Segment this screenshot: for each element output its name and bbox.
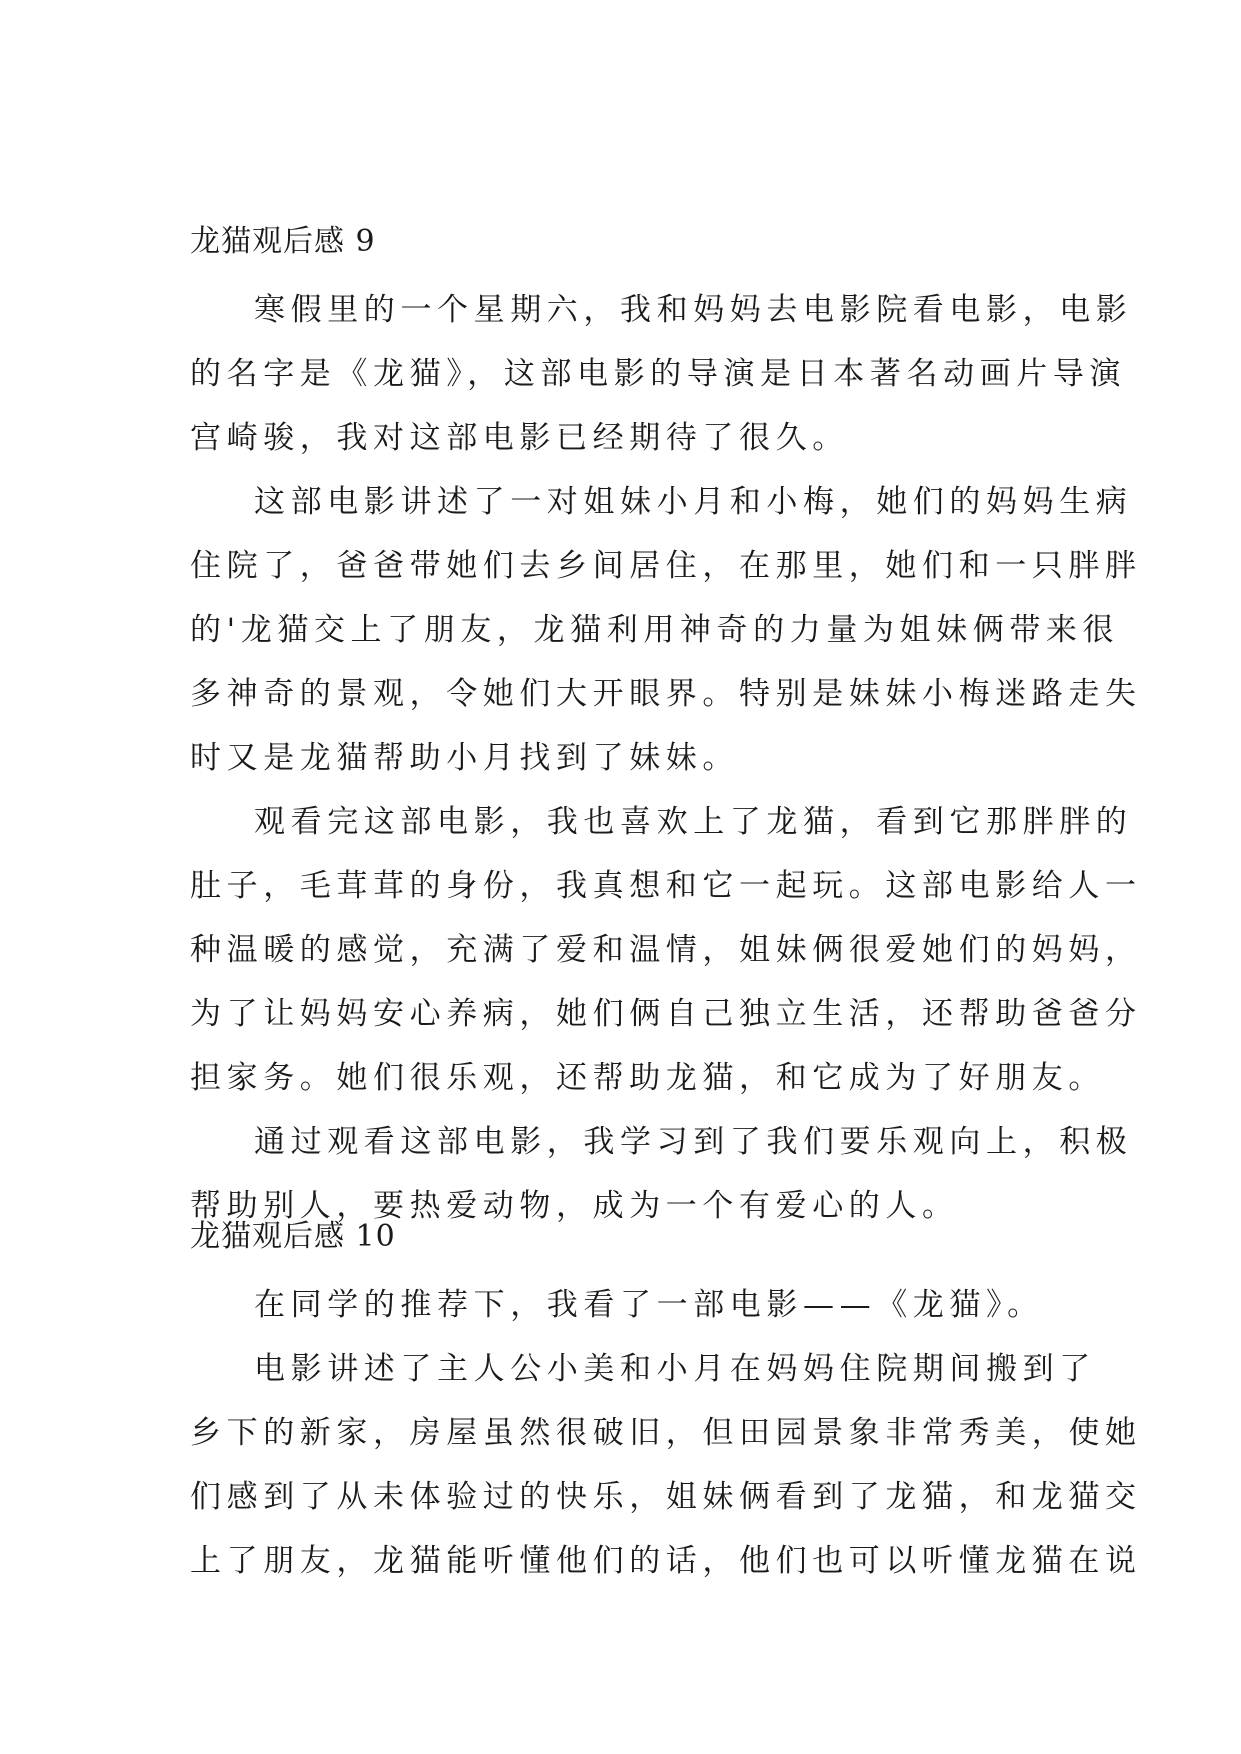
text-line: 在同学的推荐下，我看了一部电影——《龙猫》。	[254, 1287, 1044, 1323]
text-line: 的名字是《龙猫》，这部电影的导演是日本著名动画片导演	[190, 356, 1127, 392]
text-line: 为了让妈妈安心养病，她们俩自己独立生活，还帮助爸爸分	[190, 996, 1142, 1032]
section-heading: 龙猫观后感 9	[190, 224, 376, 259]
text-line: 观看完这部电影，我也喜欢上了龙猫，看到它那胖胖的	[254, 804, 1133, 840]
text-line: 的'龙猫交上了朋友，龙猫利用神奇的力量为姐妹俩带来很	[190, 612, 1120, 648]
text-line: 肚子，毛茸茸的身份，我真想和它一起玩。这部电影给人一	[190, 868, 1142, 904]
paragraph	[190, 470, 1142, 790]
text-line: 通过观看这部电影，我学习到了我们要乐观向上，积极	[254, 1124, 1133, 1160]
essay-section-9	[190, 216, 1142, 1238]
text-line: 帮助别人，要热爱动物，成为一个有爱心的人。	[190, 1188, 959, 1224]
section-heading: 龙猫观后感 10	[190, 1219, 396, 1254]
text-line: 住院了，爸爸带她们去乡间居住，在那里，她们和一只胖胖	[190, 548, 1142, 584]
paragraph	[190, 790, 1142, 1110]
essay-section-10	[190, 1211, 1142, 1593]
text-line: 宫崎骏，我对这部电影已经期待了很久。	[190, 420, 849, 456]
paragraph	[190, 278, 1133, 470]
text-line: 上了朋友，龙猫能听懂他们的话，他们也可以听懂龙猫在说	[190, 1543, 1142, 1579]
paragraph	[190, 1337, 1142, 1593]
text-line: 这部电影讲述了一对姐妹小月和小梅，她们的妈妈生病	[254, 484, 1133, 520]
text-line: 种温暖的感觉，充满了爱和温情，姐妹俩很爱她们的妈妈，	[190, 932, 1142, 968]
text-line: 担家务。她们很乐观，还帮助龙猫，和它成为了好朋友。	[190, 1060, 1105, 1096]
text-line: 们感到了从未体验过的快乐，姐妹俩看到了龙猫，和龙猫交	[190, 1479, 1142, 1515]
text-line: 电影讲述了主人公小美和小月在妈妈住院期间搬到了	[254, 1351, 1096, 1387]
text-line: 乡下的新家，房屋虽然很破旧，但田园景象非常秀美，使她	[190, 1415, 1142, 1451]
paragraph	[190, 1273, 1050, 1337]
text-line: 时又是龙猫帮助小月找到了妹妹。	[190, 740, 739, 776]
text-line: 寒假里的一个星期六，我和妈妈去电影院看电影，电影	[254, 292, 1133, 328]
text-line: 多神奇的景观，令她们大开眼界。特别是妹妹小梅迷路走失	[190, 676, 1142, 712]
